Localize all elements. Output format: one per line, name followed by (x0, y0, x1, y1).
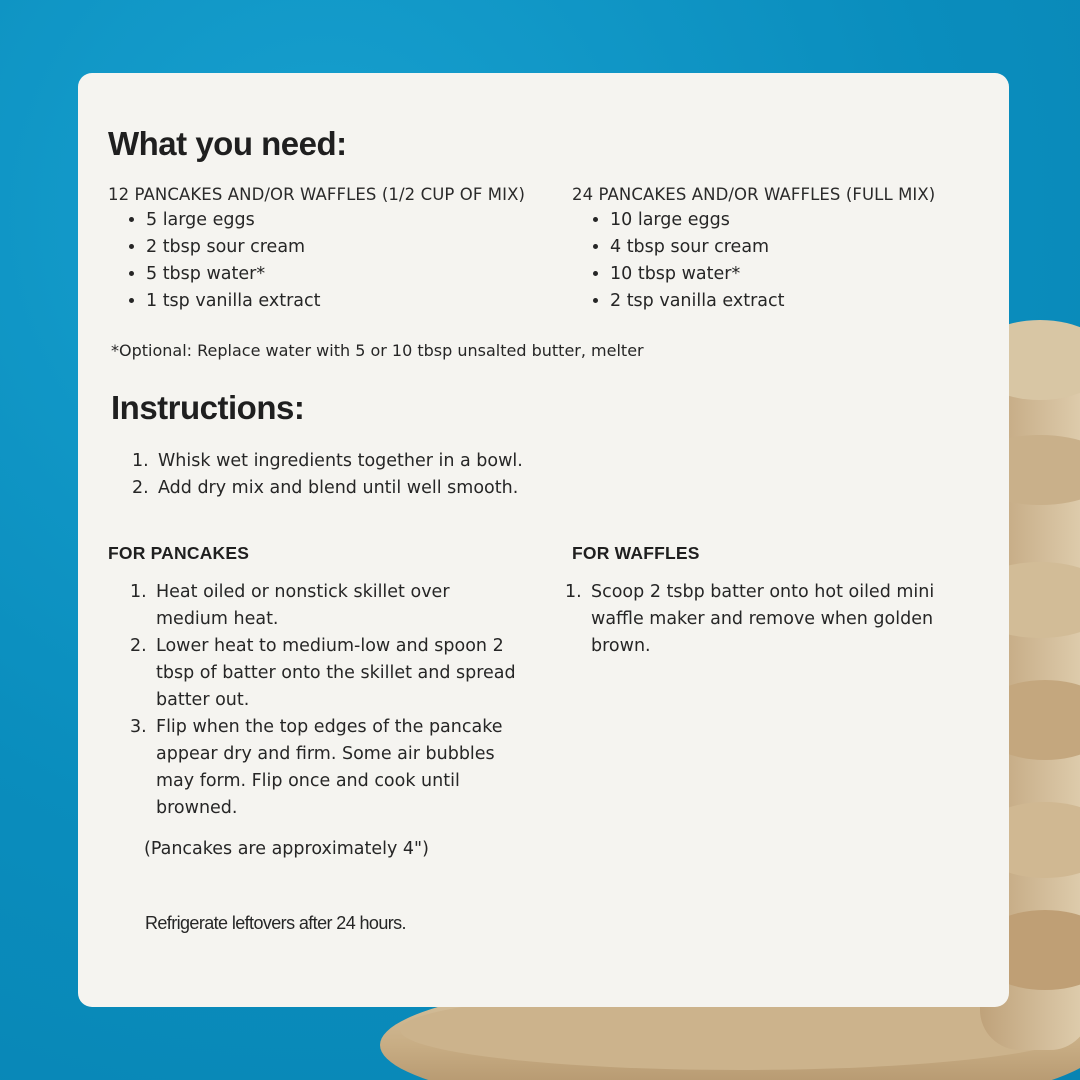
pancake-step: 2. Lower heat to medium-low and spoon 2 tbsp of batter onto the skillet and spread batter out. (130, 636, 516, 710)
optional-note: *Optional: Replace water with 5 or 10 tbsp unsalted butter, melter (111, 341, 644, 360)
ingredient-item: • 2 tsp vanilla extract (610, 288, 1010, 315)
instructions-title: Instructions: (111, 389, 305, 426)
waffles-heading: FOR WAFFLES (572, 543, 700, 563)
pancake-size-note: (Pancakes are approximately 4") (144, 839, 429, 859)
instruction-step: 2. Add dry mix and blend until well smooth. (132, 478, 519, 498)
ingredient-item: • 10 large eggs (610, 207, 1010, 234)
pancakes-heading: FOR PANCAKES (108, 543, 250, 563)
waffle-step: 1. Scoop 2 tsbp batter onto hot oiled mini waffle maker and remove when golden brown. (565, 582, 935, 656)
what-you-need-title: What you need: (108, 125, 347, 162)
instruction-steps (132, 448, 642, 502)
ingredient-item: • 5 large eggs (146, 207, 546, 234)
ingredient-item: • 4 tbsp sour cream (610, 234, 1010, 261)
right-ingredient-list (572, 207, 1010, 315)
pancake-step: 1. Heat oiled or nonstick skillet over medium heat. (130, 582, 450, 629)
storage-note: Refrigerate leftovers after 24 hours. (145, 913, 406, 933)
pancake-step: 3. Flip when the top edges of the pancake appear dry and firm. Some air bubbles may form. Flip once and cook until browned. (130, 717, 503, 818)
waffle-steps (565, 579, 935, 660)
right-yield-heading: 24 PANCAKES AND/OR WAFFLES (FULL MIX) (572, 185, 936, 204)
pancake-steps (130, 579, 520, 822)
left-yield-heading: 12 PANCAKES AND/OR WAFFLES (1/2 CUP OF MIX) (108, 185, 526, 204)
left-ingredient-list (108, 207, 546, 315)
ingredient-item: • 10 tbsp water* (610, 261, 1010, 288)
ingredient-item: • 5 tbsp water* (146, 261, 546, 288)
ingredient-item: • 2 tbsp sour cream (146, 234, 546, 261)
recipe-card (78, 73, 1009, 1007)
ingredient-item: • 1 tsp vanilla extract (146, 288, 546, 315)
instruction-step: 1. Whisk wet ingredients together in a bowl. (132, 451, 523, 471)
